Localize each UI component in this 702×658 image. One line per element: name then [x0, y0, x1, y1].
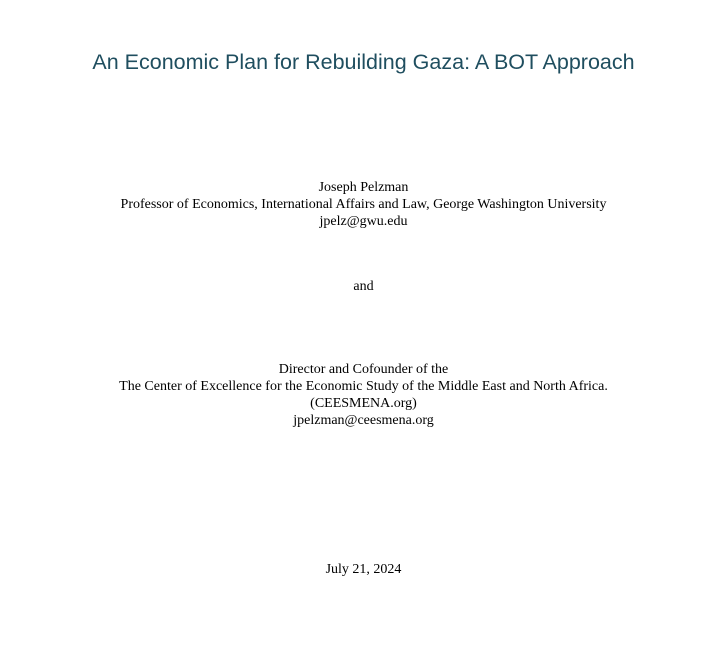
affiliation-website: (CEESMENA.org): [310, 396, 417, 411]
document-date: July 21, 2024: [325, 562, 402, 577]
affiliation-organization: The Center of Excellence for the Economic Study of the Middle East and North Africa.: [119, 379, 608, 394]
affiliation-role: Director and Cofounder of the: [278, 362, 449, 377]
document-title: An Economic Plan for Rebuilding Gaza: A BOT Approach: [92, 50, 635, 74]
conjunction-text: and: [353, 279, 374, 294]
affiliation-email: jpelzman@ceesmena.org: [293, 413, 434, 428]
author-position: Professor of Economics, International Affairs and Law, George Washington University: [120, 197, 607, 212]
author-name: Joseph Pelzman: [318, 180, 409, 195]
author-email: jpelz@gwu.edu: [319, 214, 408, 229]
